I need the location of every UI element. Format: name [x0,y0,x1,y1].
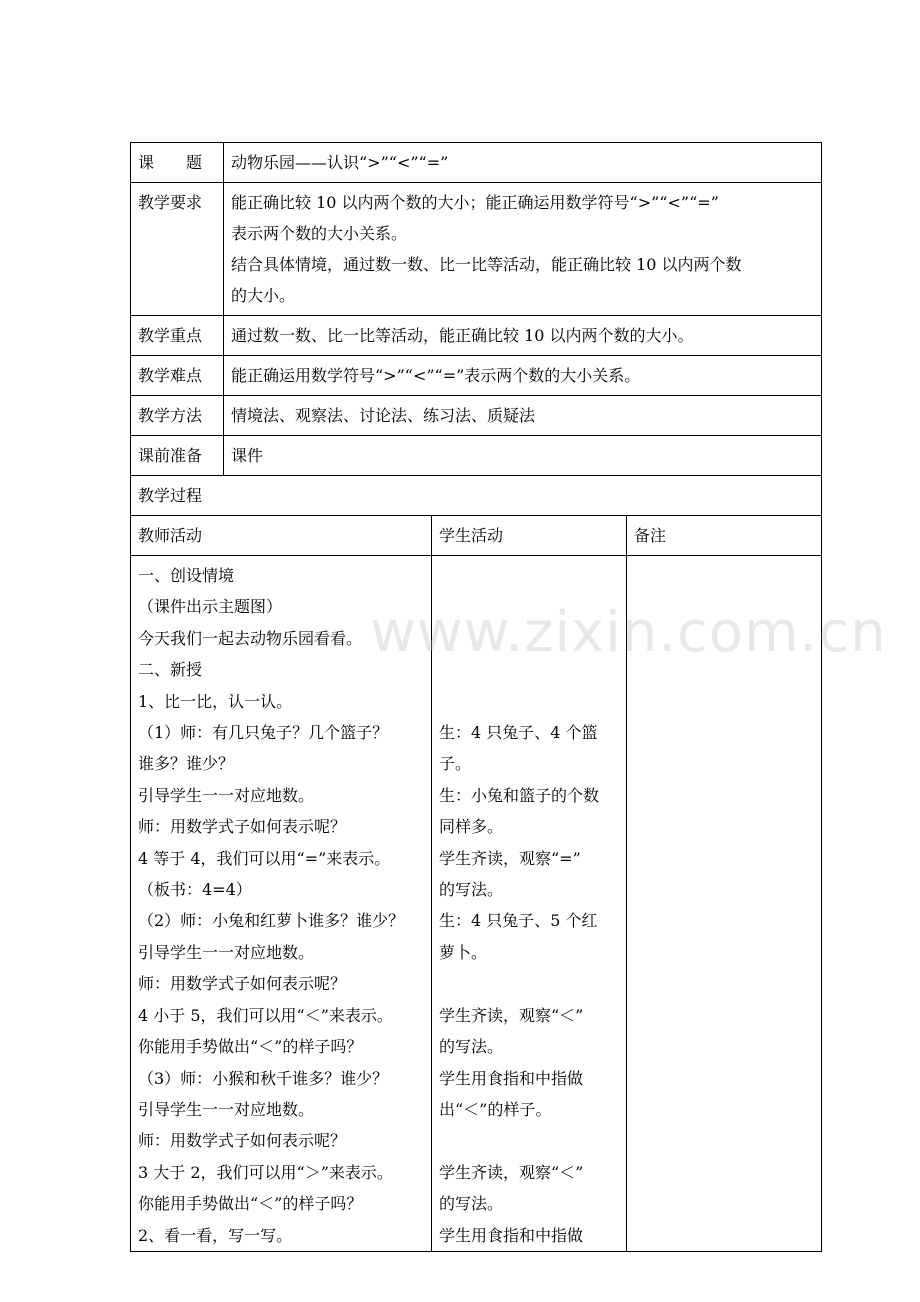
student-line: 生：小兔和篮子的个数 [439,785,600,805]
teacher-line: （2）师：小兔和红萝卜谁多？谁少？ [138,911,405,931]
student-line [439,686,619,717]
row-key-points [131,316,822,356]
teacher-line: 一、创设情境 [138,566,235,585]
content-difficulties [224,356,822,396]
student-line: 生：4 只兔子、5 个红 [439,911,598,931]
student-line [439,623,619,654]
student-line: 萝卜。 [439,942,488,962]
student-line [439,560,619,591]
watermark: www.zixin.com.cn [370,600,887,665]
row-topic [131,143,822,183]
content-line: 通过数一数、比一比等活动，能正确比较 10 以内两个数的大小。 [231,326,694,345]
student-line: 学生用食指和中指做 [439,1068,584,1088]
process-title: 教学过程 [131,476,822,516]
lesson-plan-table [130,142,822,1252]
teacher-line: 2、看一看，写一写。 [138,1225,293,1245]
notes-cell [627,556,822,1252]
content-line: 课件 [231,446,264,465]
teacher-line: （3）师：小猴和秋千谁多？谁少？ [138,1068,389,1088]
content-requirements [224,183,822,316]
teacher-line: 你能用手势做出“＜”的样子吗？ [138,1194,363,1214]
teacher-activities [131,556,432,1252]
content-line: 动物乐园——认识“>”“<”“=” [231,153,449,172]
teacher-line: 师：用数学式子如何表示呢？ [138,974,347,994]
teacher-line: 3 大于 2，我们可以用“＞”来表示。 [138,1162,393,1182]
teacher-line: 1、比一比，认一认。 [138,691,293,711]
header-notes: 备注 [627,516,822,556]
header-student: 学生活动 [432,516,627,556]
student-line: 的写法。 [439,1194,504,1214]
teacher-line: 4 等于 4，我们可以用“=”来表示。 [138,848,391,868]
label-preparation: 课前准备 [131,436,224,476]
content-methods [224,396,822,436]
content-line: 能正确运用数学符号“>”“<”“=”表示两个数的大小关系。 [231,366,641,385]
student-line [439,591,619,622]
teacher-line: 你能用手势做出“＜”的样子吗？ [138,1037,363,1057]
teacher-line: 谁多？谁少？ [138,754,235,774]
row-preparation [131,436,822,476]
student-activities [432,556,627,1252]
student-line: 学生齐读，观察“＜” [439,1162,584,1182]
content-line: 结合具体情境，通过数一数、比一比等活动，能正确比较 10 以内两个数 [231,255,742,274]
content-key-points [224,316,822,356]
teacher-line: 二、新授 [138,660,203,680]
content-line: 能正确比较 10 以内两个数的大小；能正确运用数学符号“>”“<”“=” [231,193,719,212]
student-line: 生：4 只兔子、4 个篮 [439,723,598,743]
teacher-line: 师：用数学式子如何表示呢？ [138,817,347,837]
row-requirements [131,183,822,316]
student-line [439,1125,619,1156]
content-line: 情境法、观察法、讨论法、练习法、质疑法 [231,406,536,425]
teacher-line: 今天我们一起去动物乐园看看。 [138,628,363,648]
row-activity-headers [131,516,822,556]
label-topic: 课 题 [131,143,224,183]
student-line: 学生齐读，观察“=” [439,848,581,868]
label-methods: 教学方法 [131,396,224,436]
teacher-line: （1）师：有几只兔子？几个篮子？ [138,723,389,743]
content-preparation [224,436,822,476]
student-line: 子。 [439,754,472,774]
teacher-line: （课件出示主题图） [138,597,283,617]
teacher-line: 4 小于 5，我们可以用“＜”来表示。 [138,1005,393,1025]
teacher-line: 引导学生一一对应地数。 [138,785,315,805]
student-line [439,654,619,685]
student-line: 学生用食指和中指做 [439,1225,584,1245]
student-line: 的写法。 [439,880,504,900]
label-requirements: 教学要求 [131,183,224,316]
teacher-line: 引导学生一一对应地数。 [138,1099,315,1119]
label-difficulties: 教学难点 [131,356,224,396]
student-line [439,968,619,999]
teacher-line: （板书：4=4） [138,880,252,900]
label-key-points: 教学重点 [131,316,224,356]
content-topic [224,143,822,183]
student-line: 学生齐读，观察“＜” [439,1005,584,1025]
content-line: 表示两个数的大小关系。 [231,224,408,243]
content-line: 的大小。 [231,286,296,305]
teacher-line: 引导学生一一对应地数。 [138,942,315,962]
row-methods [131,396,822,436]
teacher-line: 师：用数学式子如何表示呢？ [138,1131,347,1151]
student-line: 同样多。 [439,817,504,837]
header-teacher: 教师活动 [131,516,432,556]
student-line: 出“＜”的样子。 [439,1099,552,1119]
row-activities [131,556,822,1252]
student-line: 的写法。 [439,1037,504,1057]
row-difficulties [131,356,822,396]
row-process-title [131,476,822,516]
